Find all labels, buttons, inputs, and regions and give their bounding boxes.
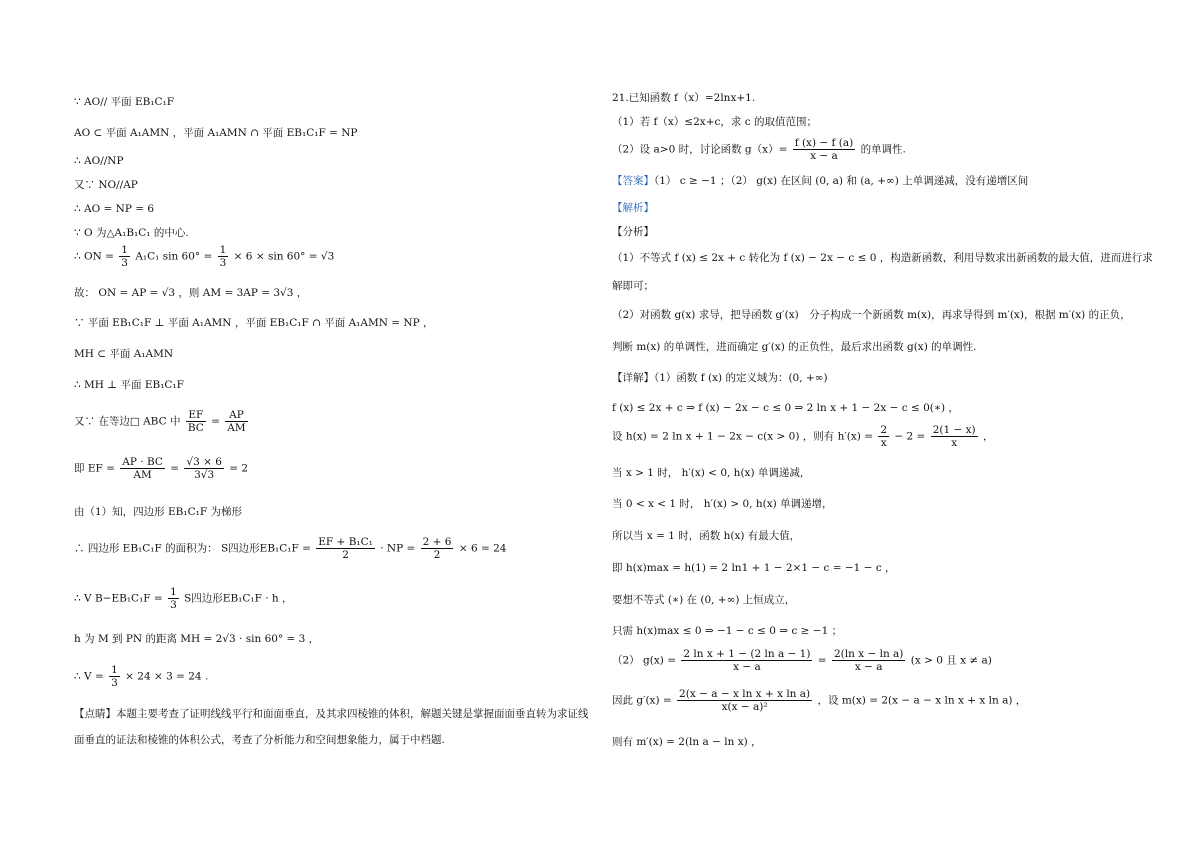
line: 又∵ NO//AP [74, 179, 138, 191]
line: f (x) ≤ 2x + c ⇒ f (x) − 2x − c ≤ 0 ⇒ 2 ln x + 1 − 2x − c ≤ 0(∗) ， [612, 402, 959, 414]
fraction: $\frac{1}{3}$ [111, 664, 118, 689]
line: 当 x > 1 时， h′(x) < 0, h(x) 单调递减， [612, 467, 811, 479]
line: 故： ON = AP = √3 ，则 AM = 3AP = 3√3 ， [74, 287, 308, 299]
fraction: $\frac{f (x) - f (a)}{x - a}$ [794, 137, 854, 162]
problem-title: 21.已知函数 f（x）=2lnx+1. [612, 92, 756, 104]
fraction: $\frac{2(1 - x)}{x}$ [932, 424, 976, 449]
formula-line: 即 EF = $\frac{AP \cdot BC}{AM}$ = $\frac{√3 \times 6}{3√3}$ = 2 [74, 456, 249, 481]
answer-line: 【答案】（1） c ≥ −1 ；（2） g(x) 在区间 (0, a) 和 (a, +∞) 上单调递减，没有递增区间 [612, 175, 1029, 187]
fraction: $\frac{1}{3}$ [121, 244, 128, 269]
line: MH ⊂ 平面 A₁AMN [74, 348, 174, 360]
formula-line: 设 h(x) = 2 ln x + 1 − 2x − c(x > 0) ，则有 h′(x) = $\frac{2}{x}$ − 2 = $\frac{2(1 - x)}{x}$ ， [612, 424, 994, 449]
line: ∴ AO = NP = 6 [74, 203, 155, 215]
analysis-tag: 【解析】 [612, 202, 654, 214]
fraction: $\frac{2 + 6}{2}$ [422, 536, 452, 561]
line: ∵ AO// 平面 EB₁C₁F [74, 96, 175, 108]
answer-tag: 【答案】 [612, 175, 654, 187]
fraction: $\frac{√3 \times 6}{3√3}$ [186, 456, 222, 481]
formula-line: ∴ V = $\frac{1}{3}$ × 24 × 3 = 24 . [74, 664, 209, 689]
fraction: $\frac{1}{3}$ [219, 244, 227, 269]
line: （2）对函数 g(x) 求导，把导函数 g′(x) 分子构成一个新函数 m(x)，再求导得到 m′(x)，根据 m′(x) 的正负， [612, 309, 1131, 321]
line: （1）不等式 f (x) ≤ 2x + c 转化为 f (x) − 2x − c ≤ 0 ，构造新函数，利用导数求出新函数的最大值，进而进行求 [612, 252, 1153, 264]
line: ∵ O 为△A₁B₁C₁ 的中心. [74, 227, 189, 239]
line: AO ⊂ 平面 A₁AMN ，平面 A₁AMN ∩ 平面 EB₁C₁F = NP [74, 127, 358, 139]
comment-line: 【点睛】本题主要考查了证明线线平行和面面垂直，及其求四棱锥的体积，解题关键是掌握面面垂直转为求证线 [74, 708, 589, 720]
formula-line: ∴ V B−EB₁C₁F = $\frac{1}{3}$ S四边形EB₁C₁F · h ， [74, 586, 293, 611]
fraction: $\frac{\text{2(x − a − x ln x + x ln a)}}{\text{x(x − a)²}}$ [679, 688, 811, 713]
line: h 为 M 到 PN 的距离 MH = 2√3 · sin 60° = 3 ， [74, 633, 320, 645]
formula-line: （2） g(x) = $\frac{\text{2 ln x + 1 − (2 ln a − 1)}}{x - a}$ = $\frac{\text{2(ln x − ln a)}}{x - a}$ (x > 0 且 x ≠ a) [612, 648, 992, 673]
line: 则有 m′(x) = 2(ln a − ln x) ， [612, 736, 762, 748]
fraction: $\frac{\text{2 ln x + 1 − (2 ln a − 1)}}{x - a}$ [683, 648, 811, 673]
formula-line: 因此 g′(x) = $\frac{\text{2(x − a − x ln x + x ln a)}}{\text{x(x − a)²}}$ ，设 m(x) = 2(x − a − x ln x + x ln a) ， [612, 688, 1027, 713]
line: （1）若 f（x）≤2x+c，求 c 的取值范围； [612, 116, 817, 128]
formula-line: ∴ ON = $\frac{1}{3}$ A₁C₁ sin 60° = $\frac{1}{3}$ × 6 × sin 60° = √3 [74, 244, 335, 269]
line: 当 0 < x < 1 时， h′(x) > 0, h(x) 单调递增， [612, 498, 833, 510]
formula-line: 又∵ 在等边□ ABC 中 $\frac{EF}{BC}$ = $\frac{AP}{AM}$ [74, 409, 246, 434]
line: 【详解】（1）函数 f (x) 的定义域为：(0, +∞) [612, 372, 828, 384]
line: 只需 h(x)max ≤ 0 ⇒ −1 − c ≤ 0 ⇒ c ≥ −1 ； [612, 625, 843, 637]
line: ∴ AO//NP [74, 155, 124, 167]
line: 即 h(x)max = h(1) = 2 ln1 + 1 − 2×1 − c = −1 − c ， [612, 562, 896, 574]
fraction: $\frac{\text{2(ln x − ln a)}}{x - a}$ [833, 648, 904, 673]
line: 【分析】 [612, 226, 654, 238]
fraction: $\frac{AP \cdot BC}{AM}$ [122, 456, 163, 481]
formula-line: ∴ 四边形 EB₁C₁F 的面积为： S四边形EB₁C₁F = $\frac{\text{EF + B₁C₁}}{2}$ · NP = $\frac{2 + 6}{2}$ × 6 = 24 [74, 536, 507, 561]
line: 由（1）知，四边形 EB₁C₁F 为梯形 [74, 506, 242, 518]
formula-line: （2）设 a>0 时，讨论函数 g（x）= $\frac{f (x) - f (a)}{x - a}$ 的单调性. [612, 137, 906, 162]
fraction: $\frac{\text{EF + B₁C₁}}{2}$ [318, 536, 373, 561]
fraction: $\frac{2}{x}$ [880, 424, 888, 449]
line: 解即可； [612, 280, 654, 292]
line: 要想不等式 (∗) 在 (0, +∞) 上恒成立， [612, 594, 796, 606]
comment-line: 面垂直的证法和棱锥的体积公式，考查了分析能力和空间想象能力，属于中档题. [74, 734, 445, 746]
line: ∴ MH ⊥ 平面 EB₁C₁F [74, 379, 184, 391]
line: 判断 m(x) 的单调性，进而确定 g′(x) 的正负性，最后求出函数 g(x) 的单调性. [612, 341, 977, 353]
fraction: $\frac{EF}{BC}$ [187, 409, 204, 434]
line: 所以当 x = 1 时，函数 h(x) 有最大值， [612, 530, 801, 542]
fraction: $\frac{1}{3}$ [170, 586, 177, 611]
line: ∵ 平面 EB₁C₁F ⊥ 平面 A₁AMN ，平面 EB₁C₁F ∩ 平面 A₁AMN = NP ， [74, 317, 434, 329]
fraction: $\frac{AP}{AM}$ [227, 409, 246, 434]
